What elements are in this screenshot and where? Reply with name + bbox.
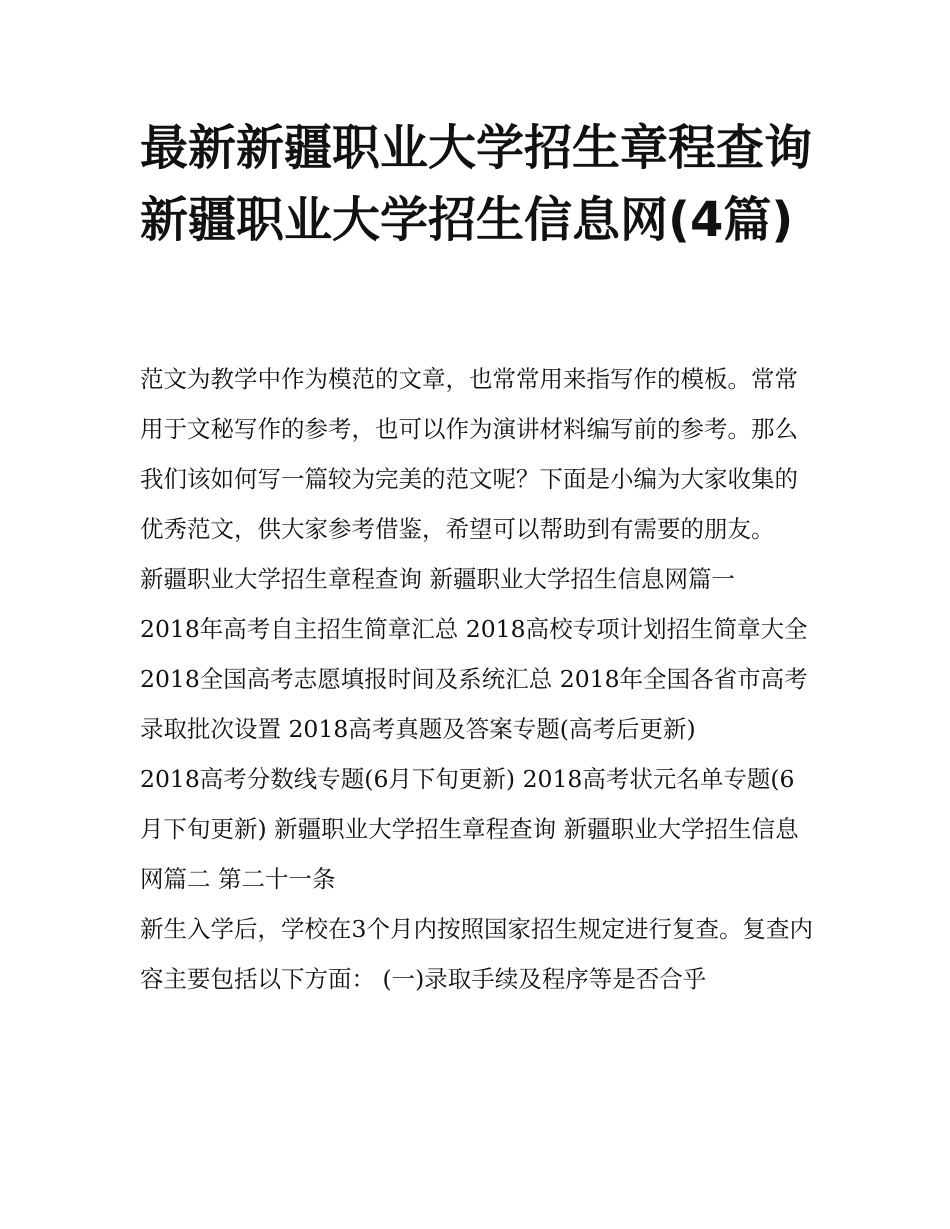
body-paragraph: 新生入学后，学校在3个月内按照国家招生规定进行复查。复查内容主要包括以下方面： (一)录取手续及程序等是否合乎: [140, 915, 813, 993]
section-heading-1: 新疆职业大学招生章程查询 新疆职业大学招生信息网篇一: [140, 565, 735, 593]
body-paragraph: 2018年高考自主招生简章汇总 2018高校专项计划招生简章大全: [140, 615, 808, 643]
document-title: 最新新疆职业大学招生章程查询 新疆职业大学招生信息网(4篇): [140, 120, 813, 248]
document-body: [140, 354, 816, 1004]
body-paragraph: 2018全国高考志愿填报时间及系统汇总 2018年全国各省市高考录取批次设置 2018高考真题及答案专题(高考后更新): [140, 665, 808, 743]
body-paragraph: 2018高考分数线专题(6月下旬更新) 2018高考状元名单专题(6月下旬更新) 新疆职业大学招生章程查询 新疆职业大学招生信息网篇二 第二十一条: [140, 765, 799, 893]
intro-paragraph: 范文为教学中作为模范的文章，也常常用来指写作的模板。常常用于文秘写作的参考，也可以作为演讲材料编写前的参考。那么我们该如何写一篇较为完美的范文呢？下面是小编为大家收集的优秀范文，供大家参考借鉴，希望可以帮助到有需要的朋友。: [140, 365, 798, 543]
